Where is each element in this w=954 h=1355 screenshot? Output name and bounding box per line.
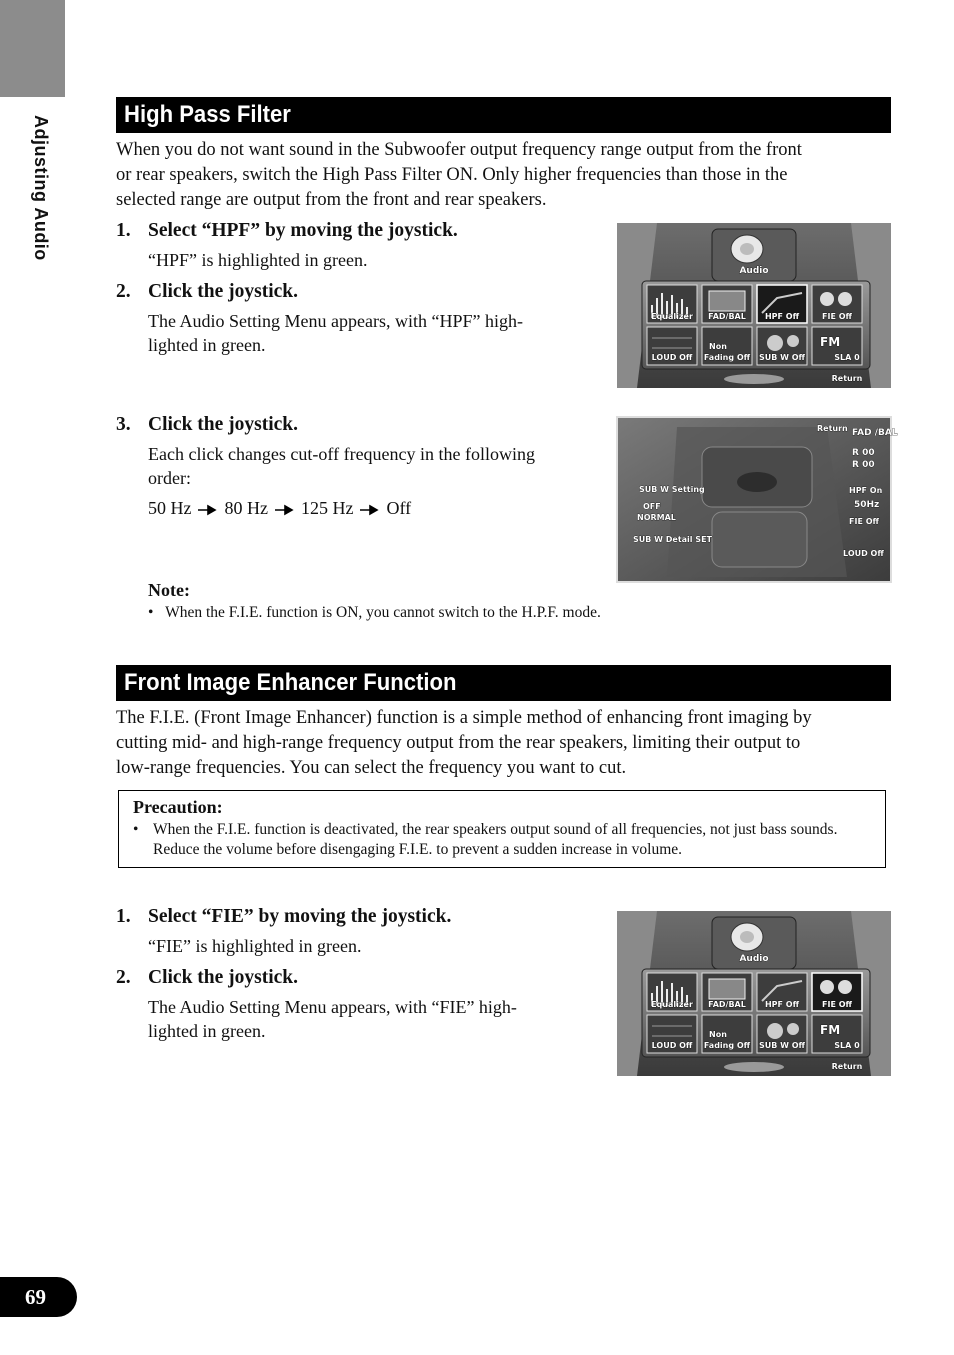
arrow-right-icon xyxy=(198,505,218,515)
s1-step1-heading xyxy=(116,220,458,242)
return-label: Return xyxy=(831,1062,863,1071)
note-heading: Note: xyxy=(148,580,190,600)
svg-text:Non: Non xyxy=(709,1030,727,1039)
section-heading-high-pass-filter: High Pass Filter xyxy=(116,97,891,133)
bullet: • xyxy=(133,821,139,838)
menu-header-label: Audio xyxy=(739,954,769,964)
section2-intro-line: cutting mid- and high-range frequency output from the rear speakers, limiting their output to xyxy=(116,733,801,753)
menu-tile-equalizer xyxy=(647,973,697,1011)
return-label: Return xyxy=(817,424,848,433)
body-line: lighted in green. xyxy=(148,335,266,355)
bullet: • xyxy=(148,604,154,621)
return-label: Return xyxy=(831,374,863,383)
step-title: Click the joystick. xyxy=(148,414,299,435)
svg-text:FM: FM xyxy=(820,1023,841,1037)
chapter-side-label: Adjusting Audio xyxy=(31,115,51,261)
svg-text:HPF Off: HPF Off xyxy=(764,312,800,321)
menu-tile-fad-bal xyxy=(702,285,752,323)
menu-tile-fading xyxy=(702,327,752,365)
arrow-right-icon xyxy=(360,505,380,515)
section2-intro-line: low-range frequencies. You can select the frequency you want to cut. xyxy=(116,758,627,778)
svg-text:LOUD Off: LOUD Off xyxy=(651,353,693,362)
page-number: 69 xyxy=(0,1277,77,1317)
hpf-status: HPF On xyxy=(849,486,883,495)
step-number: 3. xyxy=(116,414,131,435)
menu-tile-subw xyxy=(757,1015,807,1053)
hpf-frequency: 50Hz xyxy=(854,500,880,510)
step-title: Click the joystick. xyxy=(148,967,299,988)
menu-tile-subw xyxy=(757,327,807,365)
svg-text:Equalizer: Equalizer xyxy=(651,1000,693,1009)
svg-text:LOUD Off: LOUD Off xyxy=(651,1041,693,1050)
menu-tile-fie xyxy=(812,973,862,1011)
menu-tile-fie xyxy=(812,285,862,323)
arrow-right-icon xyxy=(275,505,295,515)
menu-tile-hpf xyxy=(757,973,807,1011)
precaution-box xyxy=(118,790,886,868)
s2-step2-heading xyxy=(116,967,298,989)
svg-text:HPF Off: HPF Off xyxy=(764,1000,800,1009)
screenshot-hpf-setting xyxy=(617,417,898,582)
svg-text:Non: Non xyxy=(709,342,727,351)
body-line: Each click changes cut-off frequency in the following xyxy=(148,444,536,464)
step-number: 1. xyxy=(116,220,131,241)
menu-tile-loud xyxy=(647,1015,697,1053)
s1-step3-heading xyxy=(116,414,298,436)
step-number: 2. xyxy=(116,967,131,988)
svg-text:FIE Off: FIE Off xyxy=(822,312,852,321)
s1-step2-body xyxy=(148,309,523,357)
s1-step1-body: “HPF” is highlighted in green. xyxy=(148,250,368,270)
svg-text:SLA 0: SLA 0 xyxy=(834,353,860,362)
svg-text:SUB W Off: SUB W Off xyxy=(758,353,806,362)
screenshot-audio-menu-fie xyxy=(617,911,891,1076)
body-line: order: xyxy=(148,468,191,488)
svg-text:Equalizer: Equalizer xyxy=(651,312,693,321)
section1-intro-line: or rear speakers, switch the High Pass Filter ON. Only higher frequencies than those in the xyxy=(116,165,788,185)
subw-phase: NORMAL xyxy=(637,513,676,522)
fie-status: FIE Off xyxy=(849,517,879,526)
section1-intro-line: When you do not want sound in the Subwoofer output frequency range output from the front xyxy=(116,140,802,160)
frequency-sequence xyxy=(148,496,411,520)
body-line: lighted in green. xyxy=(148,1021,266,1041)
note-text: When the F.I.E. function is ON, you cannot switch to the H.P.F. mode. xyxy=(165,604,601,621)
section1-intro xyxy=(116,138,896,213)
svg-text:Fading Off: Fading Off xyxy=(703,1041,751,1050)
svg-text:FAD/BAL: FAD/BAL xyxy=(708,312,746,321)
s1-step2-heading xyxy=(116,281,298,303)
precaution-text: When the F.I.E. function is deactivated, the rear speakers output sound of all frequencies, not just bass sounds. Reduce the volume before disengaging F.I.E. to prevent a sudden increase in volume. xyxy=(153,821,838,858)
s2-step1-body: “FIE” is highlighted in green. xyxy=(148,936,362,956)
side-tab-block xyxy=(0,0,65,97)
menu-tile-equalizer xyxy=(647,285,697,323)
step-number: 1. xyxy=(116,906,131,927)
step-number: 2. xyxy=(116,281,131,302)
frequency-value: 50 Hz xyxy=(148,498,192,518)
svg-text:Fading Off: Fading Off xyxy=(703,353,751,362)
fad-bal-label: FAD /BAL xyxy=(852,428,898,438)
step-title: Click the joystick. xyxy=(148,281,299,302)
fad-value: R 00 xyxy=(852,448,875,458)
note-item xyxy=(148,604,601,622)
svg-text:FM: FM xyxy=(820,335,841,349)
menu-tile-fad-bal xyxy=(702,973,752,1011)
svg-text:FIE Off: FIE Off xyxy=(822,1000,852,1009)
subw-setting-label: SUB W Setting xyxy=(639,485,705,494)
precaution-heading: Precaution: xyxy=(133,797,223,817)
precaution-item xyxy=(133,820,878,860)
section2-intro-line: The F.I.E. (Front Image Enhancer) function is a simple method of enhancing front imaging by xyxy=(116,708,812,728)
subw-detail-label: SUB W Detail SET xyxy=(633,535,712,544)
loud-status: LOUD Off xyxy=(843,549,884,558)
section2-intro xyxy=(116,706,896,781)
svg-text:SUB W Off: SUB W Off xyxy=(758,1041,806,1050)
menu-tile-hpf xyxy=(757,285,807,323)
menu-header-label: Audio xyxy=(739,266,769,276)
menu-tile-fading xyxy=(702,1015,752,1053)
s2-step1-heading xyxy=(116,906,451,928)
body-line: The Audio Setting Menu appears, with “HPF” high- xyxy=(148,311,523,331)
body-line: The Audio Setting Menu appears, with “FIE” high- xyxy=(148,997,517,1017)
step-title: Select “FIE” by moving the joystick. xyxy=(148,906,452,927)
s2-step2-body xyxy=(148,995,517,1043)
menu-tile-source-sla xyxy=(812,1015,862,1053)
screenshot-audio-menu-hpf xyxy=(617,223,891,388)
frequency-value: 125 Hz xyxy=(301,498,354,518)
step-title: Select “HPF” by moving the joystick. xyxy=(148,220,458,241)
s1-step3-body xyxy=(148,442,535,490)
bal-value: R 00 xyxy=(852,460,875,470)
section1-intro-line: selected range are output from the front and rear speakers. xyxy=(116,190,547,210)
menu-tile-source-sla xyxy=(812,327,862,365)
subw-value: OFF xyxy=(643,502,661,511)
frequency-value: Off xyxy=(386,498,412,518)
svg-text:SLA 0: SLA 0 xyxy=(834,1041,860,1050)
svg-text:FAD/BAL: FAD/BAL xyxy=(708,1000,746,1009)
menu-tile-loud xyxy=(647,327,697,365)
frequency-value: 80 Hz xyxy=(224,498,268,518)
section-heading-fie: Front Image Enhancer Function xyxy=(116,665,891,701)
